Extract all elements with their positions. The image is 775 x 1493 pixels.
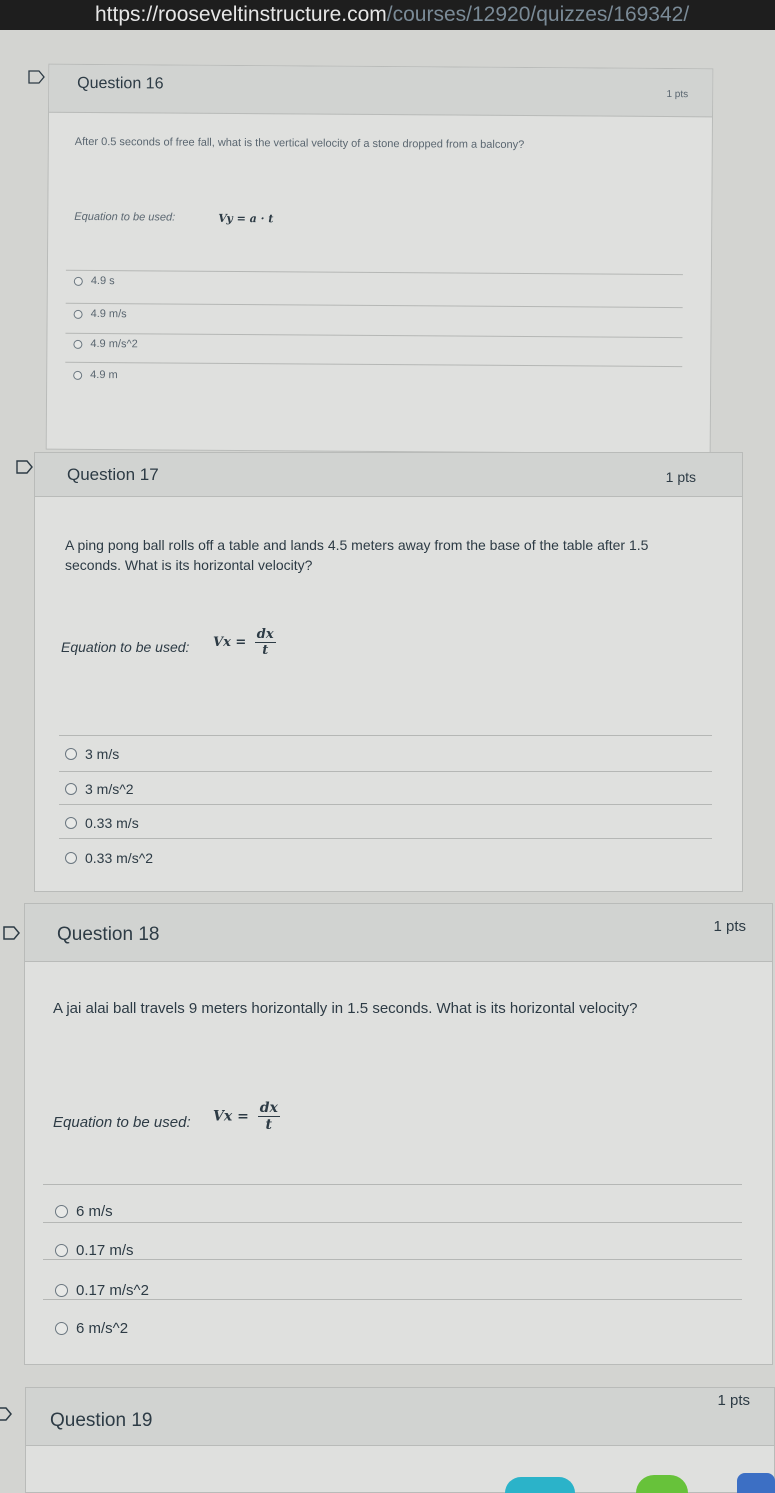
answer-label: 0.33 m/s — [85, 815, 139, 831]
radio-button[interactable] — [65, 817, 77, 829]
answer-option[interactable] — [55, 1282, 149, 1299]
radio-button[interactable] — [65, 852, 77, 864]
equation — [213, 1100, 280, 1133]
url-path: /courses/12920/quizzes/169342/ — [386, 3, 690, 26]
answer-option[interactable] — [55, 1320, 128, 1337]
answer-divider — [65, 362, 682, 367]
answer-label: 0.17 m/s^2 — [76, 1282, 149, 1299]
answer-option[interactable] — [55, 1242, 134, 1259]
equation-numerator: dx — [256, 627, 274, 642]
flag-question-17-icon[interactable] — [16, 460, 34, 474]
answer-option[interactable] — [73, 338, 137, 350]
equation-numerator: dx — [259, 1100, 278, 1116]
answer-label: 0.33 m/s^2 — [85, 850, 154, 866]
equation-denominator: t — [265, 1117, 272, 1133]
question-points: 1 pts — [665, 469, 696, 485]
radio-button[interactable] — [73, 370, 82, 379]
taskbar-app-icon[interactable] — [636, 1475, 688, 1493]
question-points: 1 pts — [713, 918, 746, 935]
equation — [213, 627, 276, 658]
answer-divider — [43, 1299, 742, 1300]
radio-button[interactable] — [55, 1205, 68, 1218]
equation-label: Equation to be used: — [53, 1114, 191, 1131]
equation-label: Equation to be used: — [74, 210, 176, 224]
question-text: A ping pong ball rolls off a table and lands 4.5 meters away from the base of the table after 1.5 seconds. What is its horizontal velocity? — [65, 537, 649, 574]
answer-divider — [59, 804, 712, 805]
answer-divider — [65, 333, 682, 338]
answer-label: 6 m/s^2 — [76, 1320, 129, 1337]
answer-divider — [59, 771, 712, 772]
browser-address-bar[interactable] — [0, 0, 775, 30]
question-title: Question 18 — [57, 924, 160, 945]
answer-divider — [43, 1259, 742, 1260]
equation: Vy = a · t — [218, 211, 274, 226]
flag-question-19-icon[interactable] — [0, 1407, 18, 1421]
question-17-card — [34, 452, 743, 892]
question-title: Question 16 — [77, 74, 164, 93]
equation-denominator: t — [262, 643, 269, 658]
radio-button[interactable] — [74, 276, 83, 285]
answer-divider — [59, 838, 712, 839]
answer-label: 4.9 m/s^2 — [90, 337, 138, 351]
answer-label: 4.9 m/s — [90, 307, 127, 321]
answer-option[interactable] — [74, 275, 115, 287]
answer-option[interactable] — [55, 1203, 113, 1220]
answer-option[interactable] — [74, 308, 127, 320]
question-header — [25, 904, 772, 962]
question-18-card — [24, 903, 773, 1365]
quiz-content — [0, 30, 775, 1493]
answer-divider — [43, 1222, 742, 1223]
question-text: After 0.5 seconds of free fall, what is the vertical velocity of a stone dropped from a balcony? — [74, 135, 525, 152]
answer-divider — [43, 1184, 742, 1185]
question-header — [49, 65, 712, 118]
answer-option[interactable] — [73, 369, 118, 381]
equation-label: Equation to be used: — [61, 639, 190, 655]
radio-button[interactable] — [55, 1284, 68, 1297]
answer-divider — [59, 735, 712, 736]
answer-label: 4.9 m — [90, 368, 118, 382]
equation-fraction — [255, 627, 276, 658]
flag-question-18-icon[interactable] — [3, 926, 21, 940]
answer-option[interactable] — [65, 781, 134, 797]
answer-label: 6 m/s — [76, 1203, 113, 1220]
radio-button[interactable] — [55, 1244, 68, 1257]
question-points: 1 pts — [717, 1392, 750, 1409]
question-title: Question 17 — [67, 465, 159, 484]
answer-option[interactable] — [65, 746, 119, 762]
question-16-card — [46, 64, 714, 455]
equation-lhs: Vx = — [213, 1108, 249, 1125]
equation-fraction — [258, 1100, 280, 1133]
answer-label: 3 m/s^2 — [85, 781, 134, 797]
taskbar-app-icon[interactable] — [737, 1473, 775, 1493]
radio-button[interactable] — [65, 783, 77, 795]
question-header — [35, 453, 742, 497]
url-host: https://rooseveltinstructure.com — [95, 3, 387, 26]
answer-label: 3 m/s — [85, 746, 120, 762]
equation-lhs: Vx = — [213, 635, 247, 650]
taskbar-app-icon[interactable] — [505, 1477, 575, 1493]
answer-label: 4.9 s — [90, 274, 115, 288]
radio-button[interactable] — [73, 339, 82, 348]
radio-button[interactable] — [65, 748, 77, 760]
question-text: A jai alai ball travels 9 meters horizontally in 1.5 seconds. What is its horizontal velocity? — [53, 1000, 638, 1017]
question-title: Question 19 — [50, 1410, 153, 1431]
answer-divider — [66, 303, 683, 308]
answer-label: 0.17 m/s — [76, 1242, 134, 1259]
question-points: 1 pts — [666, 88, 689, 101]
radio-button[interactable] — [74, 309, 83, 318]
answer-divider — [66, 270, 683, 275]
radio-button[interactable] — [55, 1322, 68, 1335]
answer-option[interactable] — [65, 815, 139, 831]
answer-option[interactable] — [65, 850, 153, 866]
flag-question-16-icon[interactable] — [28, 70, 46, 84]
question-header — [26, 1388, 774, 1446]
